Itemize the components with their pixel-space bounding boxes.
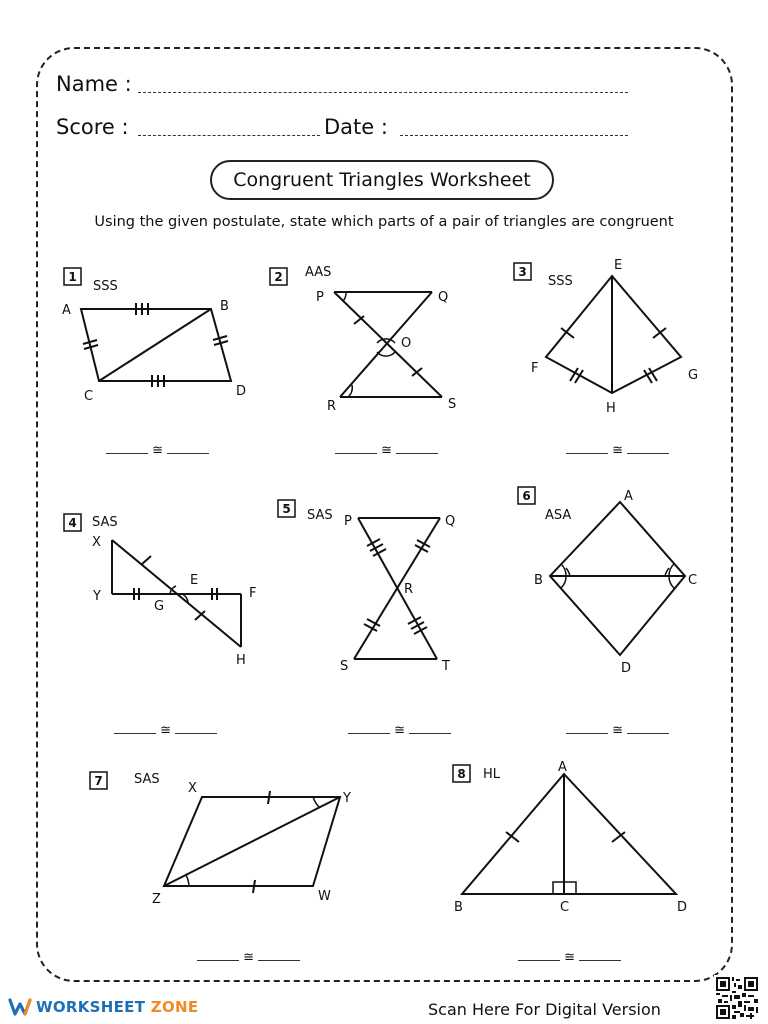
postulate-label: SAS — [134, 772, 160, 787]
problem-number: 7 — [94, 774, 103, 788]
answer-blank-4[interactable] — [114, 723, 217, 738]
postulate-label: SAS — [307, 508, 333, 523]
worksheetzone-logo[interactable] — [8, 997, 198, 1017]
problem-number: 5 — [282, 502, 291, 516]
vertex-label-c: C — [84, 389, 94, 404]
problem-number: 2 — [274, 270, 283, 284]
vertex-label-e: E — [614, 258, 623, 273]
vertex-label-p: P — [316, 290, 324, 305]
postulate-label: AAS — [305, 265, 332, 280]
vertex-label-y: Y — [343, 791, 351, 806]
worksheet-title-text: Congruent Triangles Worksheet — [233, 169, 531, 191]
vertex-label-o: O — [401, 336, 412, 351]
answer-blank-3[interactable] — [566, 443, 669, 458]
instructions-text: Using the given postulate, state which parts of a pair of triangles are congruent — [94, 214, 674, 230]
answer-blank-1[interactable] — [106, 443, 209, 458]
congruent-symbol: ≅ — [612, 443, 624, 458]
name-label: Name : — [56, 72, 132, 96]
worksheetzone-logo-icon — [8, 997, 32, 1017]
vertex-label-e: E — [190, 573, 199, 588]
problem-number: 8 — [457, 767, 466, 781]
problem-number: 6 — [522, 489, 531, 503]
problem-4 — [64, 514, 256, 668]
congruent-symbol: ≅ — [612, 723, 624, 738]
scan-here-text: Scan Here For Digital Version — [428, 1000, 661, 1019]
congruent-symbol: ≅ — [152, 443, 164, 458]
problem-6 — [518, 487, 697, 676]
vertex-label-a: A — [558, 760, 567, 775]
score-label: Score : — [56, 115, 129, 139]
vertex-label-t: T — [442, 659, 450, 674]
vertex-label-c: C — [560, 900, 570, 915]
problem-8 — [453, 760, 687, 915]
vertex-label-h: H — [236, 653, 246, 668]
postulate-label: SSS — [93, 279, 118, 294]
vertex-label-p: P — [344, 514, 352, 529]
postulate-label: SSS — [548, 274, 573, 289]
postulate-label: HL — [483, 767, 501, 782]
vertex-label-d: D — [677, 900, 688, 915]
answer-blank-8[interactable] — [518, 950, 621, 965]
vertex-label-f: F — [249, 586, 257, 601]
vertex-label-h: H — [606, 401, 616, 416]
vertex-label-s: S — [448, 397, 457, 412]
answer-blank-5[interactable] — [348, 723, 451, 738]
problem-number: 4 — [68, 516, 77, 530]
qr-code-icon[interactable] — [714, 975, 760, 1021]
vertex-label-s: S — [340, 659, 349, 674]
vertex-label-x: X — [92, 535, 101, 550]
vertex-label-z: Z — [152, 892, 161, 907]
problem-number: 3 — [518, 265, 527, 279]
brand-name — [36, 998, 198, 1016]
problem-number: 1 — [68, 270, 77, 284]
problem-1 — [62, 268, 246, 404]
problem-2 — [270, 265, 456, 414]
vertex-label-c: C — [688, 573, 698, 588]
brand-name-part1: WORKSHEET — [36, 998, 146, 1016]
vertex-label-x: X — [188, 781, 197, 796]
vertex-label-b: B — [454, 900, 463, 915]
problem-3 — [514, 258, 698, 416]
problem-7 — [90, 772, 351, 907]
answer-blank-2[interactable] — [335, 443, 438, 458]
vertex-label-w: W — [318, 889, 331, 904]
vertex-label-q: Q — [445, 514, 456, 529]
vertex-label-f: F — [531, 361, 539, 376]
brand-name-part2: ZONE — [150, 998, 199, 1016]
date-label: Date : — [324, 115, 388, 139]
vertex-label-b: B — [534, 573, 543, 588]
vertex-label-r: R — [327, 399, 337, 414]
vertex-label-r: R — [404, 582, 414, 597]
diagonal — [99, 309, 211, 381]
vertex-label-g: G — [154, 599, 165, 614]
congruent-symbol: ≅ — [394, 723, 406, 738]
congruent-symbol: ≅ — [564, 950, 576, 965]
vertex-label-d: D — [236, 384, 247, 399]
congruent-symbol: ≅ — [160, 723, 172, 738]
vertex-label-b: B — [220, 299, 229, 314]
answer-blank-7[interactable] — [197, 950, 300, 965]
vertex-label-a: A — [624, 489, 633, 504]
vertex-label-g: G — [688, 368, 699, 383]
vertex-label-d: D — [621, 661, 632, 676]
congruent-symbol: ≅ — [381, 443, 393, 458]
postulate-label: SAS — [92, 515, 118, 530]
answer-blank-6[interactable] — [566, 723, 669, 738]
vertex-label-a: A — [62, 303, 71, 318]
problem-5 — [278, 500, 455, 674]
vertex-label-q: Q — [438, 290, 449, 305]
postulate-label: ASA — [545, 508, 572, 523]
vertex-label-y: Y — [93, 589, 101, 604]
congruent-symbol: ≅ — [243, 950, 255, 965]
